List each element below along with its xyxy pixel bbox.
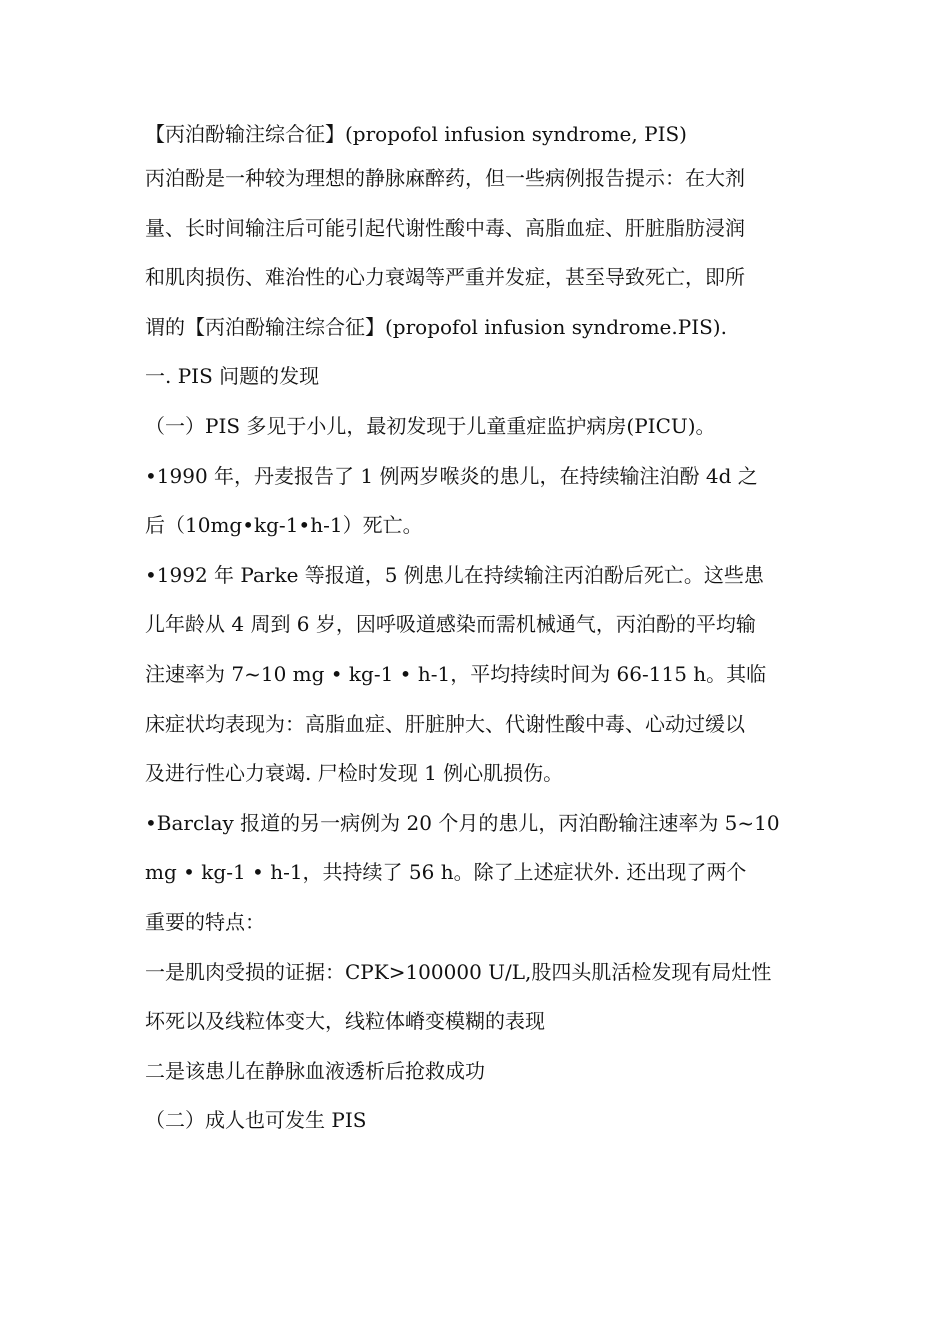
bullet-line: •1990 年，丹麦报告了 1 例两岁喉炎的患儿，在持续输注泊酚 4d 之 (145, 463, 758, 488)
paragraph-line: 量、长时间输注后可能引起代谢性酸中毒、高脂血症、肝脏脂肪浸润 (145, 215, 745, 240)
paragraph-line: 谓的【丙泊酚输注综合征】(propofol infusion syndrome.PIS). (145, 314, 727, 339)
paragraph-line: 丙泊酚是一种较为理想的静脉麻醉药，但一些病例报告提示：在大剂 (145, 166, 745, 190)
subsection-heading: （二）成人也可发生 PIS (145, 1108, 367, 1133)
bullet-line: •Barclay 报道的另一病例为 20 个月的患儿，丙泊酚输注速率为 5~10 (145, 810, 780, 835)
paragraph-line: 注速率为 7~10 mg • kg-1 • h-1，平均持续时间为 66-115 h。其临 (145, 661, 767, 686)
paragraph-line: 及进行性心力衰竭. 尸检时发现 1 例心肌损伤。 (145, 761, 564, 786)
paragraph-line: 和肌肉损伤、难治性的心力衰竭等严重并发症，甚至导致死亡，即所 (145, 265, 745, 290)
paragraph-line: 后（10mg•kg-1•h-1）死亡。 (145, 513, 423, 538)
paragraph-line: mg • kg-1 • h-1，共持续了 56 h。除了上述症状外. 还出现了两个 (145, 860, 747, 885)
subsection-heading: （一）PIS 多见于小儿，最初发现于儿童重症监护病房(PICU)。 (145, 413, 716, 438)
document-title: 【丙泊酚输注综合征】(propofol infusion syndrome, PIS) (145, 122, 687, 146)
document-body (145, 112, 810, 1148)
bullet-line: •1992 年 Parke 等报道，5 例患儿在持续输注丙泊酚后死亡。这些患 (145, 562, 764, 587)
paragraph-line: 二是该患儿在静脉血液透析后抢救成功 (145, 1058, 485, 1083)
paragraph-line: 儿年龄从 4 周到 6 岁，因呼吸道感染而需机械通气，丙泊酚的平均输 (145, 612, 756, 637)
paragraph-line: 重要的特点： (145, 909, 265, 934)
section-heading: 一. PIS 问题的发现 (145, 364, 320, 389)
paragraph-line: 床症状均表现为：高脂血症、肝脏肿大、代谢性酸中毒、心动过缓以 (145, 711, 745, 736)
paragraph-line: 坏死以及线粒体变大，线粒体嵴变模糊的表现 (145, 1009, 545, 1034)
paragraph-line: 一是肌肉受损的证据：CPK>100000 U/L,股四头肌活检发现有局灶性 (145, 959, 772, 984)
